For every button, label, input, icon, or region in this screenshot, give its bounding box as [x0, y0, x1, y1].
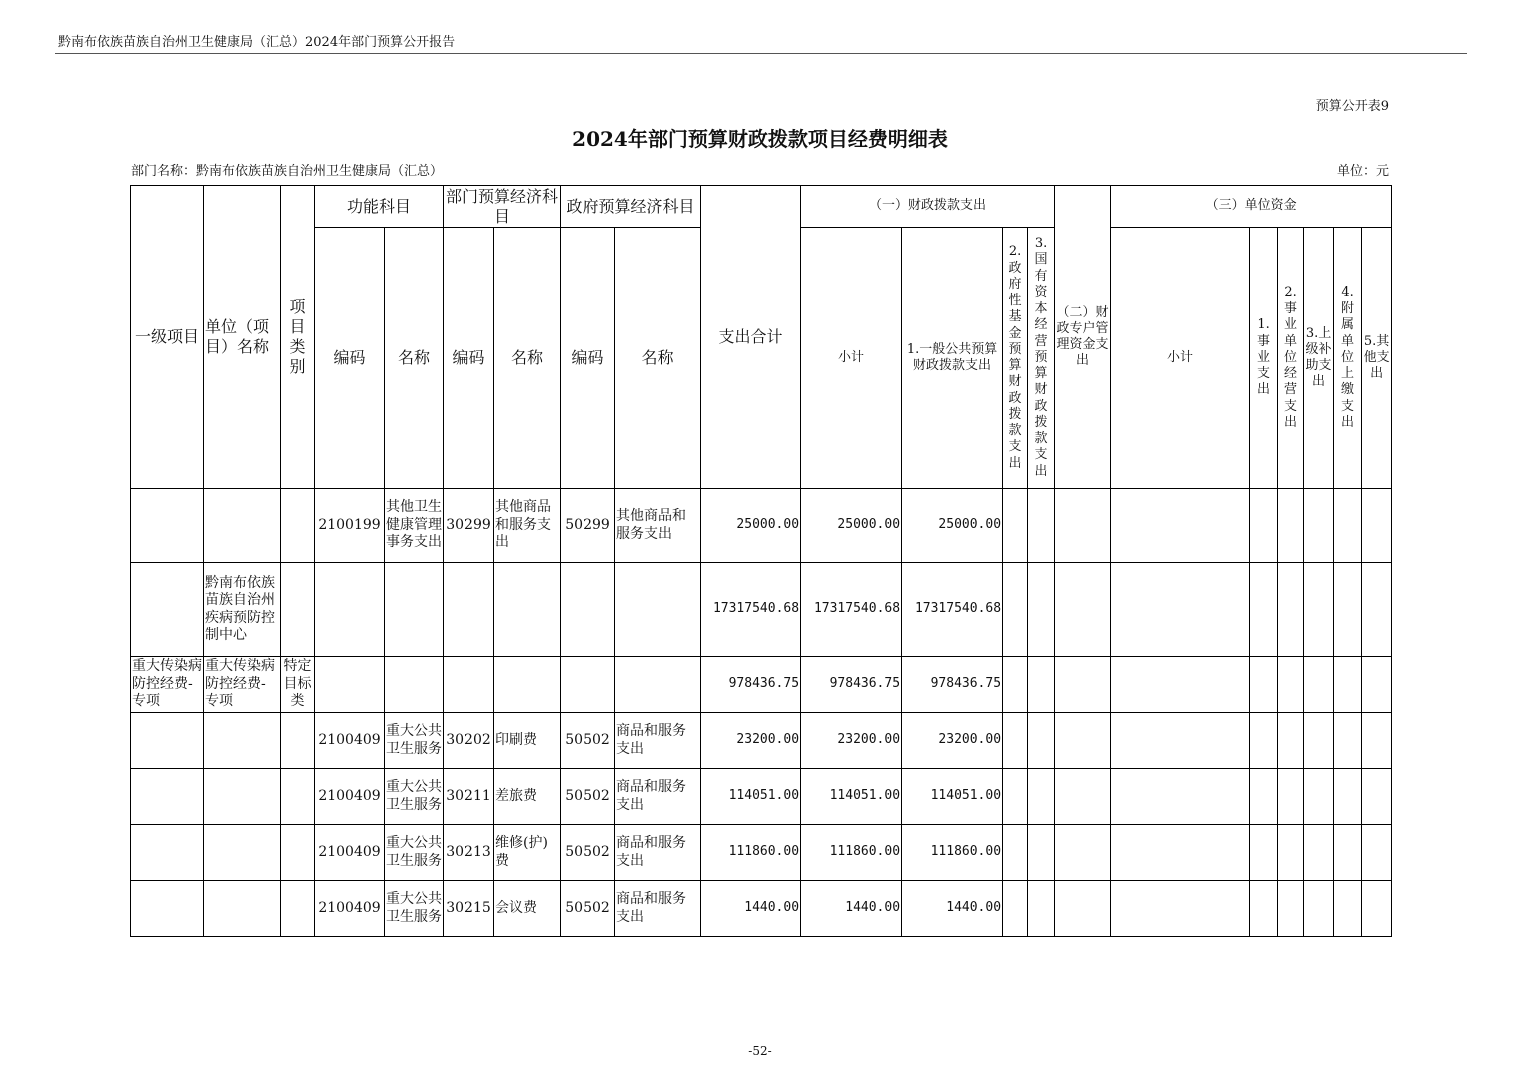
cell-dept-name: 会议费	[494, 881, 561, 937]
cell-dept-code	[444, 657, 494, 713]
cell-level1	[131, 881, 204, 937]
header-business-expenditure: 1.事业支出	[1250, 228, 1278, 489]
cell-empty	[1278, 769, 1304, 825]
cell-dept-code: 30299	[444, 489, 494, 563]
cell-level1	[131, 769, 204, 825]
cell-empty	[1055, 769, 1111, 825]
cell-subtotal: 978436.75	[801, 657, 902, 713]
cell-level1	[131, 713, 204, 769]
currency-unit: 单位：元	[1336, 164, 1389, 179]
cell-func-name: 重大公共卫生服务	[385, 713, 444, 769]
header-special-account-funds: （二）财政专户管理资金支出	[1055, 186, 1111, 489]
cell-unit-name: 重大传染病防控经费-专项	[204, 657, 281, 713]
cell-empty	[1278, 657, 1304, 713]
cell-empty	[1278, 881, 1304, 937]
cell-total: 1440.00	[701, 881, 801, 937]
cell-dept-name: 印刷费	[494, 713, 561, 769]
cell-empty	[1304, 713, 1334, 769]
cell-level1	[131, 825, 204, 881]
cell-gov-code: 50299	[561, 489, 615, 563]
cell-project-type	[281, 563, 315, 657]
cell-empty	[1362, 825, 1392, 881]
cell-empty	[1362, 489, 1392, 563]
table-row	[131, 657, 1392, 713]
header-project-type: 项目类别	[281, 186, 315, 489]
table-row	[131, 881, 1392, 937]
cell-empty	[1111, 825, 1250, 881]
cell-empty	[1028, 713, 1055, 769]
header-operating-expenditure: 2.事业单位经营支出	[1278, 228, 1304, 489]
cell-empty	[1250, 881, 1278, 937]
cell-func-code: 2100409	[315, 825, 385, 881]
header-fiscal-appropriation-group: （一）财政拨款支出	[801, 186, 1055, 228]
header-gov-economic-subject: 政府预算经济科目	[561, 186, 701, 228]
cell-empty	[1334, 713, 1362, 769]
header-unit-name: 单位（项目）名称	[204, 186, 281, 489]
cell-dept-name: 差旅费	[494, 769, 561, 825]
cell-empty	[1111, 563, 1250, 657]
cell-empty	[1362, 563, 1392, 657]
cell-gov-code	[561, 563, 615, 657]
cell-total: 17317540.68	[701, 563, 801, 657]
cell-func-name: 重大公共卫生服务	[385, 769, 444, 825]
table-row	[131, 825, 1392, 881]
cell-unit-name: 黔南布依族苗族自治州疾病预防控制中心	[204, 563, 281, 657]
cell-gov-name	[615, 657, 701, 713]
cell-empty	[1250, 657, 1278, 713]
cell-empty	[1111, 769, 1250, 825]
cell-empty	[1278, 825, 1304, 881]
header-unit-subtotal: 小计	[1111, 228, 1250, 489]
cell-unit-name	[204, 825, 281, 881]
cell-empty	[1003, 769, 1028, 825]
cell-empty	[1028, 769, 1055, 825]
cell-empty	[1111, 489, 1250, 563]
cell-general-budget: 978436.75	[902, 657, 1003, 713]
budget-table	[130, 185, 1392, 937]
cell-dept-code: 30202	[444, 713, 494, 769]
cell-dept-code: 30211	[444, 769, 494, 825]
cell-func-code: 2100199	[315, 489, 385, 563]
header-gov-code: 编码	[561, 228, 615, 489]
header-dept-name: 名称	[494, 228, 561, 489]
cell-empty	[1003, 825, 1028, 881]
document-title: 2024年部门预算财政拨款项目经费明细表	[572, 127, 948, 151]
cell-empty	[1362, 657, 1392, 713]
cell-empty	[1028, 881, 1055, 937]
cell-gov-name	[615, 563, 701, 657]
cell-empty	[1362, 881, 1392, 937]
cell-dept-code: 30213	[444, 825, 494, 881]
header-subsidy-expenditure: 3.上级补助支出	[1304, 228, 1334, 489]
cell-func-code	[315, 563, 385, 657]
cell-unit-name	[204, 769, 281, 825]
cell-project-type: 特定目标类	[281, 657, 315, 713]
cell-empty	[1055, 489, 1111, 563]
cell-total: 23200.00	[701, 713, 801, 769]
header-total-expenditure: 支出合计	[701, 186, 801, 489]
header-gov-name: 名称	[615, 228, 701, 489]
cell-project-type	[281, 489, 315, 563]
table-row	[131, 563, 1392, 657]
cell-empty	[1028, 657, 1055, 713]
cell-empty	[1250, 825, 1278, 881]
cell-empty	[1055, 563, 1111, 657]
cell-empty	[1250, 489, 1278, 563]
cell-subtotal: 17317540.68	[801, 563, 902, 657]
header-func-code: 编码	[315, 228, 385, 489]
cell-dept-code: 30215	[444, 881, 494, 937]
cell-func-name	[385, 563, 444, 657]
header-dept-economic-subject: 部门预算经济科目	[444, 186, 561, 228]
cell-subtotal: 1440.00	[801, 881, 902, 937]
cell-empty	[1334, 489, 1362, 563]
cell-func-code: 2100409	[315, 713, 385, 769]
header-func-name: 名称	[385, 228, 444, 489]
cell-empty	[1028, 825, 1055, 881]
cell-level1: 重大传染病防控经费-专项	[131, 657, 204, 713]
cell-gov-code	[561, 657, 615, 713]
cell-empty	[1003, 713, 1028, 769]
cell-dept-name	[494, 657, 561, 713]
header-general-budget: 1.一般公共预算财政拨款支出	[902, 228, 1003, 489]
cell-empty	[1334, 825, 1362, 881]
cell-total: 25000.00	[701, 489, 801, 563]
cell-gov-code: 50502	[561, 825, 615, 881]
page-header: 黔南布依族苗族自治州卫生健康局（汇总）2024年部门预算公开报告	[58, 35, 456, 50]
cell-project-type	[281, 713, 315, 769]
cell-subtotal: 111860.00	[801, 825, 902, 881]
cell-gov-name: 商品和服务支出	[615, 713, 701, 769]
table-row	[131, 489, 1392, 563]
cell-empty	[1250, 713, 1278, 769]
cell-func-name: 其他卫生健康管理事务支出	[385, 489, 444, 563]
cell-empty	[1278, 713, 1304, 769]
cell-empty	[1304, 563, 1334, 657]
cell-general-budget: 1440.00	[902, 881, 1003, 937]
header-function-subject: 功能科目	[315, 186, 444, 228]
cell-func-name: 重大公共卫生服务	[385, 825, 444, 881]
header-state-capital: 3.国有资本经营预算财政拨款支出	[1028, 228, 1055, 489]
cell-dept-name	[494, 563, 561, 657]
page-number: -52-	[748, 1044, 772, 1058]
cell-general-budget: 17317540.68	[902, 563, 1003, 657]
cell-empty	[1334, 769, 1362, 825]
table-row	[131, 713, 1392, 769]
cell-empty	[1055, 881, 1111, 937]
cell-project-type	[281, 881, 315, 937]
header-affiliated-expenditure: 4.附属单位上缴支出	[1334, 228, 1362, 489]
cell-subtotal: 25000.00	[801, 489, 902, 563]
cell-empty	[1334, 563, 1362, 657]
cell-general-budget: 114051.00	[902, 769, 1003, 825]
cell-dept-name: 其他商品和服务支出	[494, 489, 561, 563]
cell-level1	[131, 489, 204, 563]
cell-empty	[1055, 657, 1111, 713]
cell-unit-name	[204, 489, 281, 563]
cell-empty	[1055, 825, 1111, 881]
cell-empty	[1362, 713, 1392, 769]
cell-empty	[1334, 881, 1362, 937]
cell-empty	[1003, 657, 1028, 713]
cell-empty	[1028, 563, 1055, 657]
cell-empty	[1334, 657, 1362, 713]
cell-total: 978436.75	[701, 657, 801, 713]
cell-subtotal: 23200.00	[801, 713, 902, 769]
cell-level1	[131, 563, 204, 657]
cell-empty	[1278, 563, 1304, 657]
cell-gov-name: 商品和服务支出	[615, 881, 701, 937]
cell-empty	[1111, 657, 1250, 713]
cell-general-budget: 23200.00	[902, 713, 1003, 769]
header-rule	[55, 53, 1467, 54]
cell-func-name: 重大公共卫生服务	[385, 881, 444, 937]
header-dept-code: 编码	[444, 228, 494, 489]
cell-empty	[1111, 881, 1250, 937]
cell-empty	[1250, 563, 1278, 657]
form-id: 预算公开表9	[1315, 99, 1389, 114]
cell-func-code: 2100409	[315, 769, 385, 825]
cell-empty	[1003, 563, 1028, 657]
cell-func-code	[315, 657, 385, 713]
cell-empty	[1304, 489, 1334, 563]
header-unit-funds-group: （三）单位资金	[1111, 186, 1392, 228]
cell-empty	[1304, 825, 1334, 881]
cell-empty	[1003, 881, 1028, 937]
cell-unit-name	[204, 881, 281, 937]
cell-empty	[1362, 769, 1392, 825]
cell-total: 111860.00	[701, 825, 801, 881]
cell-gov-code: 50502	[561, 769, 615, 825]
cell-empty	[1278, 489, 1304, 563]
cell-project-type	[281, 769, 315, 825]
cell-empty	[1304, 769, 1334, 825]
cell-empty	[1250, 769, 1278, 825]
cell-unit-name	[204, 713, 281, 769]
cell-dept-name: 维修(护)费	[494, 825, 561, 881]
cell-empty	[1304, 657, 1334, 713]
cell-project-type	[281, 825, 315, 881]
cell-empty	[1028, 489, 1055, 563]
header-other-expenditure: 5.其他支出	[1362, 228, 1392, 489]
cell-gov-name: 商品和服务支出	[615, 769, 701, 825]
cell-func-name	[385, 657, 444, 713]
cell-dept-code	[444, 563, 494, 657]
cell-empty	[1111, 713, 1250, 769]
header-gov-fund: 2.政府性基金预算财政拨款支出	[1003, 228, 1028, 489]
cell-general-budget: 25000.00	[902, 489, 1003, 563]
department-name: 部门名称：黔南布依族苗族自治州卫生健康局（汇总）	[131, 164, 444, 179]
cell-empty	[1304, 881, 1334, 937]
cell-func-code: 2100409	[315, 881, 385, 937]
cell-gov-name: 商品和服务支出	[615, 825, 701, 881]
cell-gov-code: 50502	[561, 881, 615, 937]
cell-empty	[1003, 489, 1028, 563]
cell-gov-name: 其他商品和服务支出	[615, 489, 701, 563]
cell-general-budget: 111860.00	[902, 825, 1003, 881]
cell-subtotal: 114051.00	[801, 769, 902, 825]
cell-empty	[1055, 713, 1111, 769]
table-row	[131, 769, 1392, 825]
cell-gov-code: 50502	[561, 713, 615, 769]
header-level1-project: 一级项目	[131, 186, 204, 489]
cell-total: 114051.00	[701, 769, 801, 825]
header-fiscal-subtotal: 小计	[801, 228, 902, 489]
